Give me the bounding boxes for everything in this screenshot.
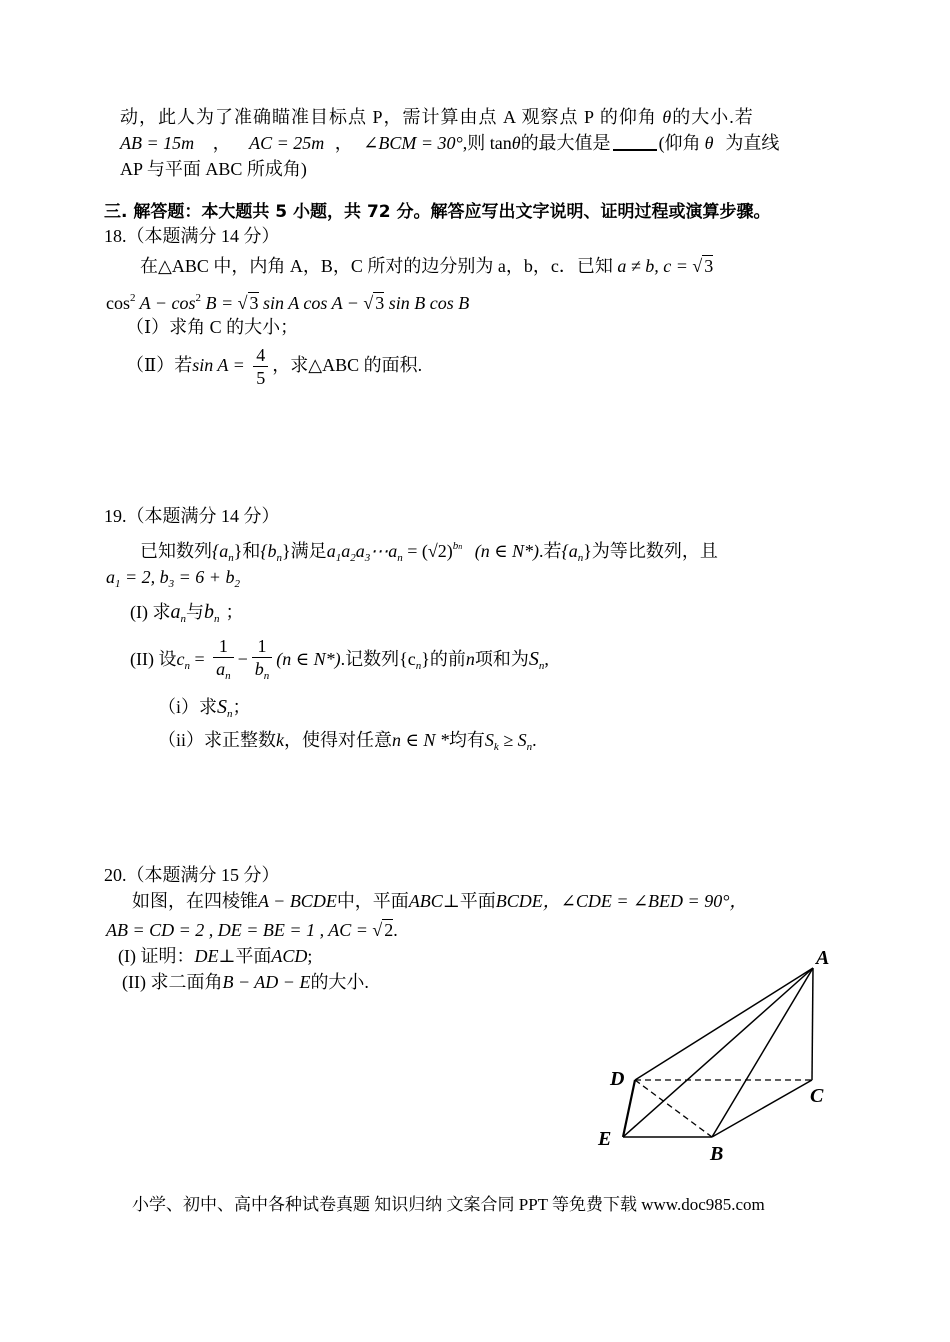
edge-db (635, 1080, 712, 1137)
label-a: A (816, 947, 830, 969)
label-d: D (610, 1068, 625, 1090)
q20-intro: 如图，在四棱锥A − BCDE中，平面ABC⊥平面BCDE，∠CDE = ∠BED = 90°， (132, 891, 748, 911)
q20-label: 20.（本题满分 15 分） (104, 865, 280, 885)
edge-bc (712, 1080, 812, 1137)
q20-line2: AB = CD = 2 , DE = BE = 1 , AC = √ 2. (106, 920, 398, 940)
label-e: E (598, 1128, 612, 1150)
ac-length: AC = 25m (249, 133, 325, 153)
edge-ae (623, 968, 813, 1137)
top-line-1: 动，此人为了准确瞄准目标点 P，需计算由点 A 观察点 P 的仰角 θ的大小.若 (120, 107, 754, 127)
edge-ab (712, 968, 813, 1137)
q19-sub-ii: （ii）求正整数k，使得对任意n ∈ N *均有$S_k \ge S_n$. (158, 730, 537, 753)
footer-text: 小学、初中、高中各种试卷真题 知识归纳 文案合同 PPT 等免费下载 www.doc985.com (132, 1195, 765, 1214)
section-heading: 三. 解答题：本大题共 5 小题，共 72 分。解答应写出文字说明、证明过程或演算步骤。 (104, 202, 771, 222)
q18-label: 18.（本题满分 14 分） (104, 226, 280, 246)
q20-part2: (II) 求二面角B − AD − E的大小. (122, 972, 369, 992)
top-line-2: AB = 15m ， AC = 25m ， ∠BCM = 30°,则 tanθ的最大值是 (仰角 θ 为直线 (120, 133, 780, 153)
q18-equation: $\cos^2 A - \cos^2 B$ = √ 3 sin A cos A − √ 3 sin B cos B (106, 292, 470, 313)
q19-part1: (I) 求$a_n$与$b_n$ ； (130, 601, 244, 625)
label-c: C (810, 1085, 824, 1107)
q19-intro: 已知数列$\{a_n\}$和$\{b_n\}$满足$a_1a_2a_3\cdots a_n = (√2)^{bn}$ (n ∈ N*).若$\{a_n\}$为等比数列，且 (140, 540, 718, 564)
q18-part1: （Ⅰ）求角 C 的大小； (126, 317, 299, 337)
label-b: B (710, 1143, 724, 1165)
q19-line2: $a_1 = 2$, $b_3 = 6 + b_2$ (106, 567, 240, 590)
q19-part2: (II) 设$c_n$ = $\frac{1}{a_n}$ − $\frac{1}{b_n}$ (n ∈ N*).记数列$\{c_n\}$的前n项和为$S_n$, (130, 630, 549, 695)
q20-part1: (I) 证明：DE⊥平面ACD; (118, 946, 313, 966)
fraction-4-5: $\frac{4}{5}$ (253, 344, 268, 389)
q19-label: 19.（本题满分 14 分） (104, 506, 280, 526)
q18-part2: （Ⅱ）若sin A = $\frac{4}{5}$ ，求△ABC 的面积. (126, 345, 423, 389)
theta-symbol: θ (662, 107, 673, 127)
pyramid-figure (590, 940, 850, 1170)
ab-length: AB = 15m (120, 133, 195, 153)
edge-ac (812, 968, 813, 1080)
top-line-3: AP 与平面 ABC 所成角) (120, 159, 307, 179)
edge-ad (635, 968, 813, 1080)
q18-intro: 在△ABC 中，内角 A，B，C 所对的边分别为 a，b，c．已知 a ≠ b, c = √ 3 (140, 256, 714, 276)
q19-sub-i: （i）求$S_n$； (158, 696, 251, 720)
angle-bcm: ∠BCM = 30° (363, 133, 463, 153)
answer-blank (613, 133, 657, 151)
